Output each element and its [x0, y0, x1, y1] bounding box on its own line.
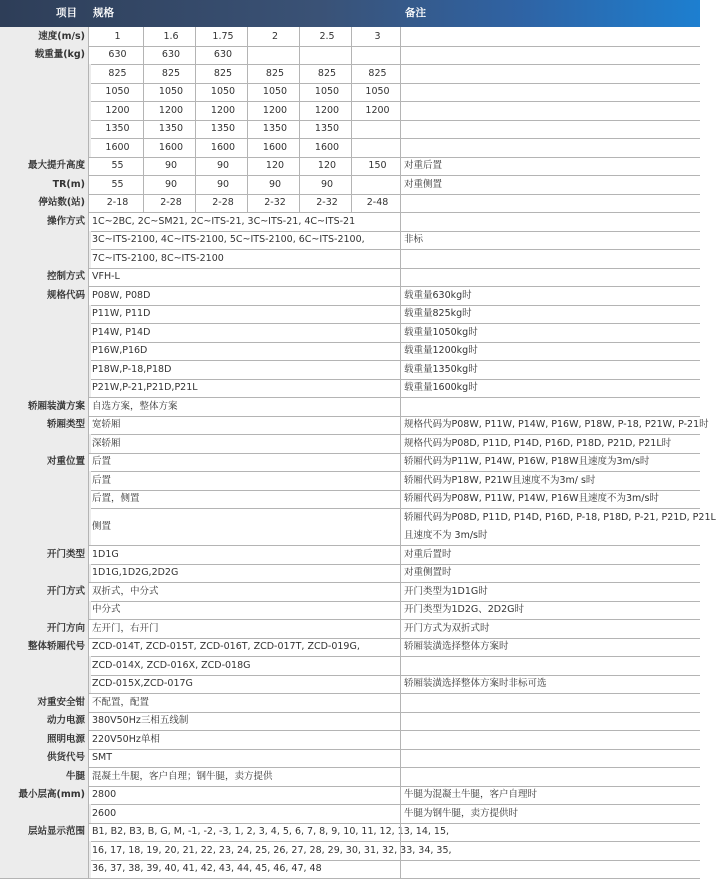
spec-value: 630: [161, 49, 181, 61]
column-divider: [195, 64, 196, 83]
row-divider: [88, 471, 700, 472]
spec-value: 1350: [210, 123, 236, 135]
column-divider: [351, 27, 352, 46]
remark-text: [400, 656, 700, 675]
spec-value: 2-48: [366, 197, 389, 209]
spec-value: ZCD-014T, ZCD-015T, ZCD-016T, ZCD-017T, ZCD-019G,: [92, 641, 360, 653]
spec-value: 左开门，右开门: [92, 622, 159, 634]
spec-value: 825: [368, 67, 387, 79]
remark-text: [400, 730, 700, 749]
row-label: 最大提升高度: [0, 157, 88, 176]
remark-text: 对重侧置: [404, 178, 443, 190]
column-divider: [247, 138, 248, 157]
column-divider: [351, 138, 352, 157]
column-divider: [299, 120, 300, 139]
column-divider: [195, 27, 196, 46]
column-divider: [195, 83, 196, 102]
column-divider: [299, 27, 300, 46]
spec-value: 1050: [210, 86, 236, 98]
remark-text: 轿厢代码为P11W, P14W, P16W, P18W且速度为3m/s时: [404, 456, 650, 468]
column-divider: [143, 157, 144, 176]
row-divider: [88, 379, 700, 380]
row-label: 载重量(kg): [0, 46, 88, 65]
remark-text: [400, 749, 700, 768]
spec-value: 1200: [314, 104, 340, 116]
row-divider: [88, 120, 700, 121]
spec-value: 1D1G,1D2G,2D2G: [92, 567, 179, 579]
remark-text: [400, 693, 700, 712]
row-divider: [88, 656, 700, 657]
remark-text: 开门方式为双折式时: [404, 622, 490, 634]
row-label: 牛腿: [0, 767, 88, 786]
spec-value: 双折式，中分式: [92, 585, 159, 597]
row-label: 对重安全钳: [0, 693, 88, 712]
spec-value: P14W, P14D: [92, 326, 151, 338]
spec-value: P08W, P08D: [92, 289, 151, 301]
label-fill: [0, 305, 91, 398]
spec-value: P11W, P11D: [92, 308, 151, 320]
column-divider: [351, 83, 352, 102]
spec-value: 2-18: [106, 197, 129, 209]
remark-text: 载重量1600kg时: [404, 382, 478, 394]
column-divider: [247, 120, 248, 139]
remark-text: 载重量630kg时: [404, 289, 472, 301]
remark-text: 且速度不为 3m/s时: [404, 530, 488, 542]
spec-value: 3: [374, 30, 381, 42]
spec-value: 2-32: [264, 197, 286, 209]
remark-text: [400, 767, 700, 786]
column-divider: [299, 175, 300, 194]
spec-value: 1D1G: [92, 548, 119, 560]
spec-value: 825: [108, 67, 127, 79]
spec-value: 825: [317, 67, 337, 79]
remark-text: [400, 397, 700, 416]
remark-text: [400, 46, 700, 65]
spec-value: 1050: [314, 86, 340, 98]
section-divider: [0, 878, 700, 879]
column-divider: [299, 157, 300, 176]
remark-text: 开门类型为1D2G、2D2G时: [404, 604, 525, 616]
spec-value: 150: [368, 160, 387, 172]
column-divider: [299, 138, 300, 157]
row-label: 层站显示范围: [0, 823, 88, 842]
column-divider: [247, 194, 248, 213]
remark-text: [400, 194, 700, 213]
row-label: 开门方式: [0, 582, 88, 601]
spec-value: 2600: [92, 807, 117, 819]
spec-value: 1050: [158, 86, 184, 98]
label-fill: [0, 804, 91, 823]
remark-text: [400, 712, 700, 731]
row-label: 控制方式: [0, 268, 88, 287]
row-divider: [88, 841, 700, 842]
label-fill: [0, 471, 91, 545]
remark-text: [400, 268, 700, 287]
spec-value: 2-28: [212, 197, 234, 209]
spec-value: 中分式: [92, 604, 121, 616]
remark-text: 对重后置: [404, 160, 443, 172]
remark-text: [400, 138, 700, 157]
row-divider: [88, 83, 700, 84]
remark-text: [400, 823, 700, 842]
row-label: 对重位置: [0, 453, 88, 472]
spec-value: [351, 46, 400, 65]
spec-value: 1350: [262, 123, 288, 135]
row-divider: [88, 508, 700, 509]
remark-text: 轿厢代码为P08D, P11D, P14D, P16D, P-18, P18D, P-21, P21D, P21L: [404, 511, 716, 523]
column-divider: [299, 83, 300, 102]
row-divider: [88, 360, 700, 361]
spec-value: 2: [271, 30, 279, 42]
row-divider: [88, 138, 700, 139]
spec-value: 1600: [314, 141, 340, 153]
spec-value: 630: [108, 49, 127, 61]
remark-text: [400, 120, 700, 139]
spec-value: 3C~ITS-2100, 4C~ITS-2100, 5C~ITS-2100, 6C~ITS-2100,: [92, 234, 365, 246]
spec-value: 220V50Hz单相: [92, 733, 160, 745]
remark-text: [400, 249, 700, 268]
spec-value: 825: [213, 67, 233, 79]
row-label: 最小层高(mm): [0, 786, 88, 805]
spec-value: 混凝土牛腿，客户自理；钢牛腿，卖方提供: [92, 770, 273, 782]
column-divider: [143, 120, 144, 139]
spec-value: 1200: [365, 104, 390, 116]
spec-value: 55: [111, 178, 124, 190]
spec-value: 自选方案，整体方案: [92, 400, 178, 412]
spec-value: 侧置: [92, 521, 112, 532]
column-divider: [195, 194, 196, 213]
spec-value: ZCD-015X,ZCD-017G: [92, 678, 193, 690]
spec-value: VFH-L: [92, 271, 120, 283]
spec-value: 1200: [105, 104, 130, 116]
remark-text: [400, 27, 700, 46]
spec-value: B1, B2, B3, B, G, M, -1, -2, -3, 1, 2, 3, 4, 5, 6, 7, 8, 9, 10, 11, 12, 13, 14, 15,: [92, 826, 450, 838]
spec-value: 7C~ITS-2100, 8C~ITS-2100: [92, 252, 224, 264]
spec-value: 16, 17, 18, 19, 20, 21, 22, 23, 24, 25, 26, 27, 28, 29, 30, 31, 32, 33, 34, 35,: [92, 844, 452, 856]
row-divider: [88, 860, 700, 861]
column-divider: [195, 175, 196, 194]
column-divider: [299, 101, 300, 120]
column-divider: [247, 46, 248, 65]
row-divider: [88, 249, 700, 250]
remark-text: 对重后置时: [404, 548, 452, 560]
remark-text: 非标: [404, 234, 424, 246]
remark-text: 规格代码为P08D, P11D, P14D, P16D, P18D, P21D, P21L时: [404, 437, 672, 449]
label-fill: [0, 656, 91, 693]
row-divider: [88, 231, 700, 232]
spec-value: ZCD-014X, ZCD-016X, ZCD-018G: [92, 659, 251, 671]
remark-text: [400, 83, 700, 102]
column-divider: [351, 46, 352, 65]
spec-value: 825: [265, 67, 285, 79]
row-divider: [88, 64, 700, 65]
column-divider: [247, 101, 248, 120]
label-fill: [0, 231, 91, 268]
spec-value: 2800: [92, 789, 117, 801]
remark-text: 规格代码为P08W, P11W, P14W, P16W, P18W, P-18, P21W, P-21时: [404, 419, 709, 431]
column-divider: [400, 27, 401, 878]
column-divider: [195, 138, 196, 157]
spec-value: 后置: [92, 456, 112, 468]
remark-text: 轿厢装潢选择整体方案时: [404, 641, 509, 653]
spec-value: 1.75: [212, 30, 234, 42]
column-divider: [247, 157, 248, 176]
column-divider: [247, 27, 248, 46]
row-label: 轿厢类型: [0, 416, 88, 435]
remark-text: 载重量1350kg时: [404, 363, 478, 375]
label-fill: [0, 434, 91, 453]
spec-value: 1200: [158, 104, 184, 116]
row-label: 照明电源: [0, 730, 88, 749]
column-divider: [351, 64, 352, 83]
column-divider: [299, 46, 300, 65]
spec-value: [351, 175, 400, 194]
row-divider: [88, 490, 700, 491]
column-divider: [143, 83, 144, 102]
column-divider: [143, 27, 144, 46]
row-divider: [88, 564, 700, 565]
spec-value: SMT: [92, 752, 113, 764]
column-divider: [143, 175, 144, 194]
remark-text: 轿厢装潢选择整体方案时非标可选: [404, 678, 547, 690]
spec-value: 630: [213, 49, 233, 61]
remark-text: [400, 860, 700, 879]
remark-text: 牛腿为钢牛腿，卖方提供时: [404, 807, 519, 819]
column-divider: [195, 120, 196, 139]
row-label: 停站数(站): [0, 194, 88, 213]
label-fill: [0, 841, 91, 878]
spec-value: 90: [164, 178, 178, 190]
row-label: 轿厢装潢方案: [0, 397, 88, 416]
spec-value: 1050: [105, 86, 130, 98]
spec-value: 90: [164, 160, 178, 172]
remark-text: [400, 64, 700, 83]
row-divider: [88, 804, 700, 805]
spec-value: 90: [216, 178, 230, 190]
row-divider: [88, 675, 700, 676]
label-fill: [0, 64, 91, 157]
spec-value: 后置: [92, 474, 112, 486]
remark-text: 对重侧置时: [404, 567, 452, 579]
column-divider: [247, 83, 248, 102]
spec-value: 后置，侧置: [92, 493, 140, 505]
spec-value: 2-28: [160, 197, 182, 209]
spec-value: 120: [265, 160, 285, 172]
spec-value: [351, 120, 400, 139]
spec-value: 90: [216, 160, 230, 172]
column-divider: [299, 64, 300, 83]
column-divider: [247, 64, 248, 83]
column-divider: [143, 46, 144, 65]
column-divider: [351, 194, 352, 213]
row-divider: [88, 101, 700, 102]
column-divider: [143, 64, 144, 83]
row-label: 整体轿厢代号: [0, 638, 88, 657]
row-label: 开门方向: [0, 619, 88, 638]
spec-value: 1C~2BC, 2C~SM21, 2C~ITS-21, 3C~ITS-21, 4C~ITS-21: [92, 215, 356, 227]
spec-value: 1050: [262, 86, 288, 98]
header-item: 项目: [56, 7, 77, 19]
spec-value: 1350: [105, 123, 130, 135]
spec-value: 120: [317, 160, 337, 172]
column-divider: [247, 175, 248, 194]
column-divider: [351, 175, 352, 194]
row-divider: [88, 323, 700, 324]
spec-value: 90: [320, 178, 334, 190]
column-divider: [143, 194, 144, 213]
remark-text: [400, 841, 700, 860]
spec-value: P16W,P16D: [92, 345, 148, 357]
spec-value: [247, 46, 299, 65]
label-fill: [0, 564, 91, 583]
spec-value: 36, 37, 38, 39, 40, 41, 42, 43, 44, 45, 46, 47, 48: [92, 863, 322, 875]
column-divider: [195, 101, 196, 120]
spec-value: 1600: [105, 141, 130, 153]
spec-value: 1050: [365, 86, 390, 98]
column-divider: [351, 157, 352, 176]
table-header: [0, 0, 700, 27]
row-label: 开门类型: [0, 545, 88, 564]
spec-value: 1.6: [163, 30, 179, 42]
spec-value: 1200: [210, 104, 236, 116]
remark-text: [400, 212, 700, 231]
label-fill: [0, 601, 91, 620]
spec-value: 1200: [262, 104, 288, 116]
spec-value: P18W,P-18,P18D: [92, 363, 172, 375]
spec-value: 1600: [262, 141, 288, 153]
spec-value: 深轿厢: [92, 437, 121, 449]
row-label: TR(m): [0, 175, 88, 194]
remark-text: 轿厢代码为P08W, P11W, P14W, P16W且速度不为3m/s时: [404, 493, 659, 505]
spec-value: 1350: [314, 123, 340, 135]
spec-value: 1600: [210, 141, 236, 153]
column-divider: [143, 138, 144, 157]
column-divider: [299, 194, 300, 213]
column-divider: [351, 120, 352, 139]
spec-value: [351, 138, 400, 157]
spec-value: P21W,P-21,P21D,P21L: [92, 382, 198, 394]
row-divider: [88, 342, 700, 343]
remark-text: 轿厢代码为P18W, P21W且速度不为3m/ s时: [404, 474, 596, 486]
spec-value: 1600: [158, 141, 184, 153]
spec-value: 1: [114, 30, 121, 42]
row-divider: [88, 305, 700, 306]
row-divider: [88, 434, 700, 435]
spec-value: 宽轿厢: [92, 419, 121, 431]
spec-value: 55: [111, 160, 124, 172]
spec-value: 825: [161, 67, 181, 79]
column-divider: [195, 46, 196, 65]
remark-text: 开门类型为1D1G时: [404, 585, 488, 597]
column-divider: [351, 101, 352, 120]
remark-text: [400, 101, 700, 120]
spec-value: 不配置，配置: [92, 696, 150, 708]
header-remark: 备注: [405, 7, 426, 19]
row-label: 规格代码: [0, 286, 88, 305]
spec-value: 2.5: [319, 30, 335, 42]
row-label: 操作方式: [0, 212, 88, 231]
row-divider: [88, 601, 700, 602]
spec-value: 380V50Hz三相五线制: [92, 715, 189, 727]
column-divider: [143, 101, 144, 120]
spec-value: 2-32: [316, 197, 338, 209]
spec-value: 1350: [158, 123, 184, 135]
spec-value: [299, 46, 351, 65]
row-label: 供货代号: [0, 749, 88, 768]
column-divider: [88, 27, 89, 878]
column-divider: [195, 157, 196, 176]
remark-text: 载重量1050kg时: [404, 326, 478, 338]
remark-text: 牛腿为混凝土牛腿，客户自理时: [404, 789, 538, 801]
spec-value: 90: [268, 178, 282, 190]
row-label: 动力电源: [0, 712, 88, 731]
remark-text: 载重量1200kg时: [404, 345, 478, 357]
row-label: 速度(m/s): [0, 27, 88, 46]
remark-text: 载重量825kg时: [404, 308, 472, 320]
header-spec: 规格: [93, 7, 114, 19]
